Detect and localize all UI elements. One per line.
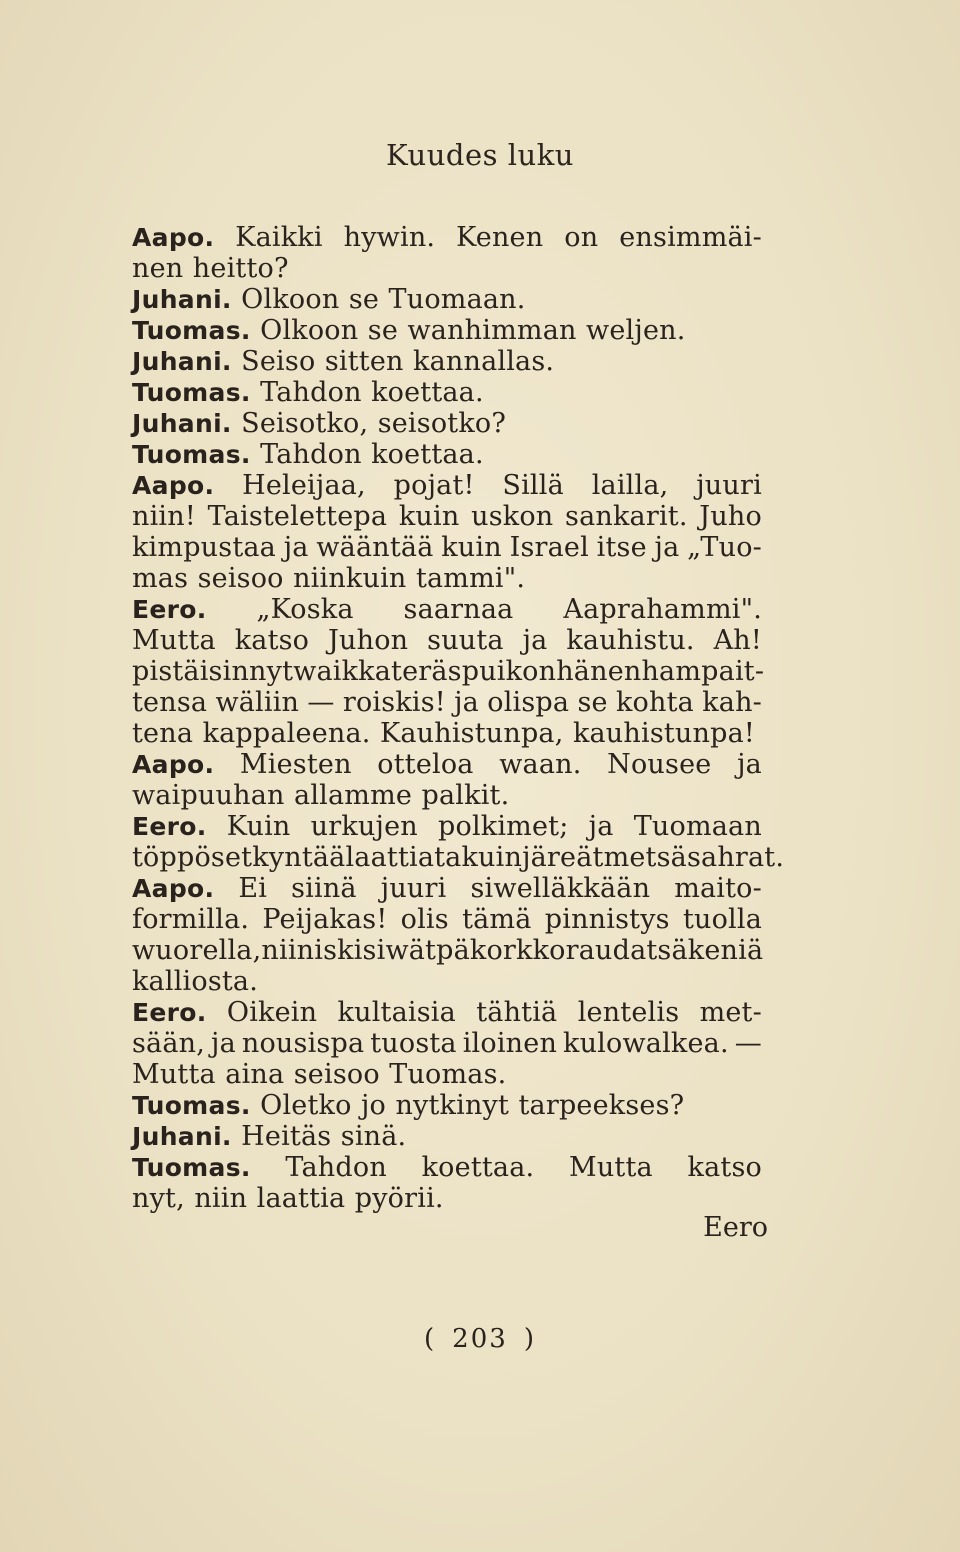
word: Seisotko, (241, 408, 369, 439)
word: pyörii. (354, 1183, 444, 1214)
text-line (132, 966, 762, 997)
word: kimpustaa (132, 532, 276, 563)
word: ja (454, 687, 479, 718)
word: wanhimman (407, 315, 577, 346)
word: waikka (293, 656, 392, 687)
word: kulowalkea. (563, 1028, 729, 1059)
speaker-name: Juhani. (132, 1122, 232, 1151)
text-line (132, 842, 785, 873)
word: seisotko? (377, 408, 507, 439)
word: Aaprahammi". (563, 594, 762, 625)
word: nousispa (241, 1028, 365, 1059)
text-line (132, 501, 762, 532)
speaker-name: Juhani. (132, 347, 232, 376)
word: kuin (461, 842, 523, 873)
word: koettaa. (421, 1152, 535, 1183)
word: hywin. (343, 222, 436, 253)
text-line (132, 594, 762, 625)
text-line (132, 873, 762, 904)
speaker-name: Eero. (132, 998, 207, 1027)
text-line (132, 439, 762, 470)
word: niin (194, 1183, 248, 1214)
word: Taistelettepa (207, 501, 388, 532)
word: sään, (132, 1028, 206, 1059)
word: kauhistunpa! (572, 718, 755, 749)
word: tuosta (370, 1028, 457, 1059)
word: met- (699, 997, 762, 1028)
word: kalliosta. (132, 966, 259, 997)
word: tensa (132, 687, 208, 718)
word: nyt, (132, 1183, 185, 1214)
text-line (132, 470, 762, 501)
word: Kauhistunpa, (379, 718, 564, 749)
word: jo (360, 1090, 387, 1121)
word: wääntää (316, 532, 434, 563)
text-line (132, 749, 762, 780)
word: wuorella, (132, 935, 262, 966)
speaker-name: Juhani. (132, 285, 232, 314)
word: seisoo (197, 563, 284, 594)
word: aina (225, 1059, 285, 1090)
word: hänen (556, 656, 642, 687)
word: niin! (132, 501, 196, 532)
word: iloinen (462, 1028, 558, 1059)
word: „Koska (256, 594, 354, 625)
word: Mutta (132, 625, 216, 656)
word: saarnaa (403, 594, 514, 625)
folio-number: 203 (452, 1324, 508, 1354)
word: on (564, 222, 599, 253)
dialogue-text (132, 222, 785, 1214)
word: sankarit. (565, 501, 688, 532)
word: kauhistu. (566, 625, 695, 656)
text-line (132, 625, 762, 656)
word: allamme (294, 780, 413, 811)
word: Oletko (260, 1090, 352, 1121)
word: kah- (702, 687, 762, 718)
text-line (132, 656, 765, 687)
word: koettaa. (371, 439, 484, 470)
speaker-name: Juhani. (132, 409, 232, 438)
word: waipuuhan (132, 780, 285, 811)
word: lentelis (577, 997, 680, 1028)
text-line (132, 315, 762, 346)
text-line (132, 687, 762, 718)
word: Israel (509, 532, 589, 563)
chapter-header: Kuudes luku (386, 138, 574, 172)
speaker-name: Tuomas. (132, 378, 251, 407)
word: kuin (441, 532, 502, 563)
word: mas (132, 563, 189, 594)
speaker-name: Aapo. (132, 223, 215, 252)
text-line (132, 253, 762, 284)
word: metsäsahrat. (603, 842, 785, 873)
word: laattiata (345, 842, 462, 873)
word: Olkoon (260, 315, 359, 346)
text-line (132, 1183, 762, 1214)
word: nen (132, 253, 184, 284)
text-line (132, 408, 762, 439)
catchword: Eero (703, 1212, 768, 1243)
word: Heleijaa, (242, 470, 366, 501)
word: Seiso (241, 346, 316, 377)
word: seisoo (293, 1059, 380, 1090)
word: urkujen (310, 811, 418, 842)
word: nytkinyt (395, 1090, 510, 1121)
word: roiskis! (342, 687, 446, 718)
text-line (132, 1152, 762, 1183)
folio-close-paren: ) (523, 1324, 536, 1354)
word: ensimmäi- (619, 222, 762, 253)
word: — (307, 687, 335, 718)
word: — (734, 1028, 762, 1059)
word: Ah! (713, 625, 762, 656)
word: säkeniä (657, 935, 764, 966)
word: itse (596, 532, 647, 563)
word: sitten (324, 346, 404, 377)
word: kyntää (252, 842, 346, 873)
word: wäliin (215, 687, 300, 718)
text-line (132, 997, 762, 1028)
word: laattia (256, 1183, 346, 1214)
word: tena (132, 718, 194, 749)
word: Ei (238, 873, 268, 904)
speaker-name: Tuomas. (132, 1153, 251, 1182)
text-line (132, 718, 762, 749)
word: tähtiä (476, 997, 558, 1028)
word: Tahdon (260, 377, 362, 408)
word: Tuomaan. (388, 284, 526, 315)
word: Sillä (502, 470, 564, 501)
speaker-name: Eero. (132, 595, 207, 624)
text-line (132, 346, 762, 377)
word: suuta (427, 625, 504, 656)
word: nyt (249, 656, 294, 687)
word: lailla, (591, 470, 669, 501)
word: uskon (471, 501, 554, 532)
word: Mutta (569, 1152, 653, 1183)
word: kohta (616, 687, 694, 718)
word: kuin (398, 501, 460, 532)
word: waan. (499, 749, 582, 780)
word: „Tuo- (687, 532, 762, 563)
word: Olkoon (241, 284, 340, 315)
word: Kaikki (235, 222, 323, 253)
text-line (132, 811, 762, 842)
speaker-name: Aapo. (132, 471, 215, 500)
word: Oikein (226, 997, 318, 1028)
word: tämä (462, 904, 532, 935)
word: Kuin (226, 811, 291, 842)
speaker-name: Tuomas. (132, 1091, 251, 1120)
word: kappaleena. (202, 718, 371, 749)
speaker-name: Aapo. (132, 874, 215, 903)
speaker-name: Tuomas. (132, 440, 251, 469)
word: maito- (674, 873, 762, 904)
text-line (132, 377, 762, 408)
word: ja (588, 811, 614, 842)
word: tarpeekses? (518, 1090, 685, 1121)
word: Mutta (132, 1059, 216, 1090)
word: iskisiwätpä (314, 935, 470, 966)
word: ja (737, 749, 762, 780)
word: olispa (487, 687, 570, 718)
word: formilla. (132, 904, 250, 935)
word: teräspuikon (391, 656, 557, 687)
page-number (0, 1324, 960, 1354)
word: Nousee (607, 749, 712, 780)
word: Tahdon (260, 439, 362, 470)
word: ja (211, 1028, 236, 1059)
word: koettaa. (371, 377, 484, 408)
text-line (132, 935, 762, 966)
word: töppöset (132, 842, 253, 873)
word: korkkoraudat (469, 935, 658, 966)
word: Heitäs (241, 1121, 332, 1152)
word: juuri (380, 873, 447, 904)
word: se (367, 315, 399, 346)
word: se (577, 687, 608, 718)
text-line (132, 1059, 762, 1090)
text-line (132, 222, 762, 253)
word: ja (522, 625, 548, 656)
word: niinkuin (293, 563, 407, 594)
word: pojat! (393, 470, 475, 501)
word: juuri (696, 470, 762, 501)
word: tuolla (682, 904, 762, 935)
text-line (132, 780, 762, 811)
word: otteloa (377, 749, 474, 780)
word: ja (654, 532, 680, 563)
word: niin (261, 935, 315, 966)
word: polkimet; (438, 811, 569, 842)
folio-open-paren: ( (424, 1324, 437, 1354)
word: siwelläkkään (470, 873, 651, 904)
word: katso (687, 1152, 762, 1183)
text-line (132, 904, 762, 935)
word: Tuomas. (389, 1059, 507, 1090)
word: palkit. (421, 780, 510, 811)
speaker-name: Tuomas. (132, 316, 251, 345)
word: ja (283, 532, 309, 563)
word: tammi". (415, 563, 526, 594)
text-line (132, 1028, 762, 1059)
word: siinä (291, 873, 357, 904)
word: Peijakas! (262, 904, 388, 935)
text-line (132, 1090, 762, 1121)
word: Miesten (239, 749, 352, 780)
text-line (132, 1121, 762, 1152)
word: olis (400, 904, 449, 935)
word: sinä. (340, 1121, 407, 1152)
word: Juhon (328, 625, 409, 656)
word: kultaisia (337, 997, 456, 1028)
word: pistäisin (132, 656, 250, 687)
word: hampait- (641, 656, 765, 687)
text-line (132, 532, 762, 563)
word: katso (234, 625, 310, 656)
speaker-name: Eero. (132, 812, 207, 841)
word: weljen. (586, 315, 686, 346)
word: Tahdon (285, 1152, 387, 1183)
word: pinnistys (544, 904, 670, 935)
word: se (348, 284, 380, 315)
text-line (132, 563, 762, 594)
word: Juho (699, 501, 762, 532)
word: Tuomaan (633, 811, 762, 842)
word: heitto? (192, 253, 289, 284)
speaker-name: Aapo. (132, 750, 215, 779)
word: kannallas. (413, 346, 555, 377)
word: järeät (522, 842, 604, 873)
word: Kenen (456, 222, 544, 253)
text-line (132, 284, 762, 315)
